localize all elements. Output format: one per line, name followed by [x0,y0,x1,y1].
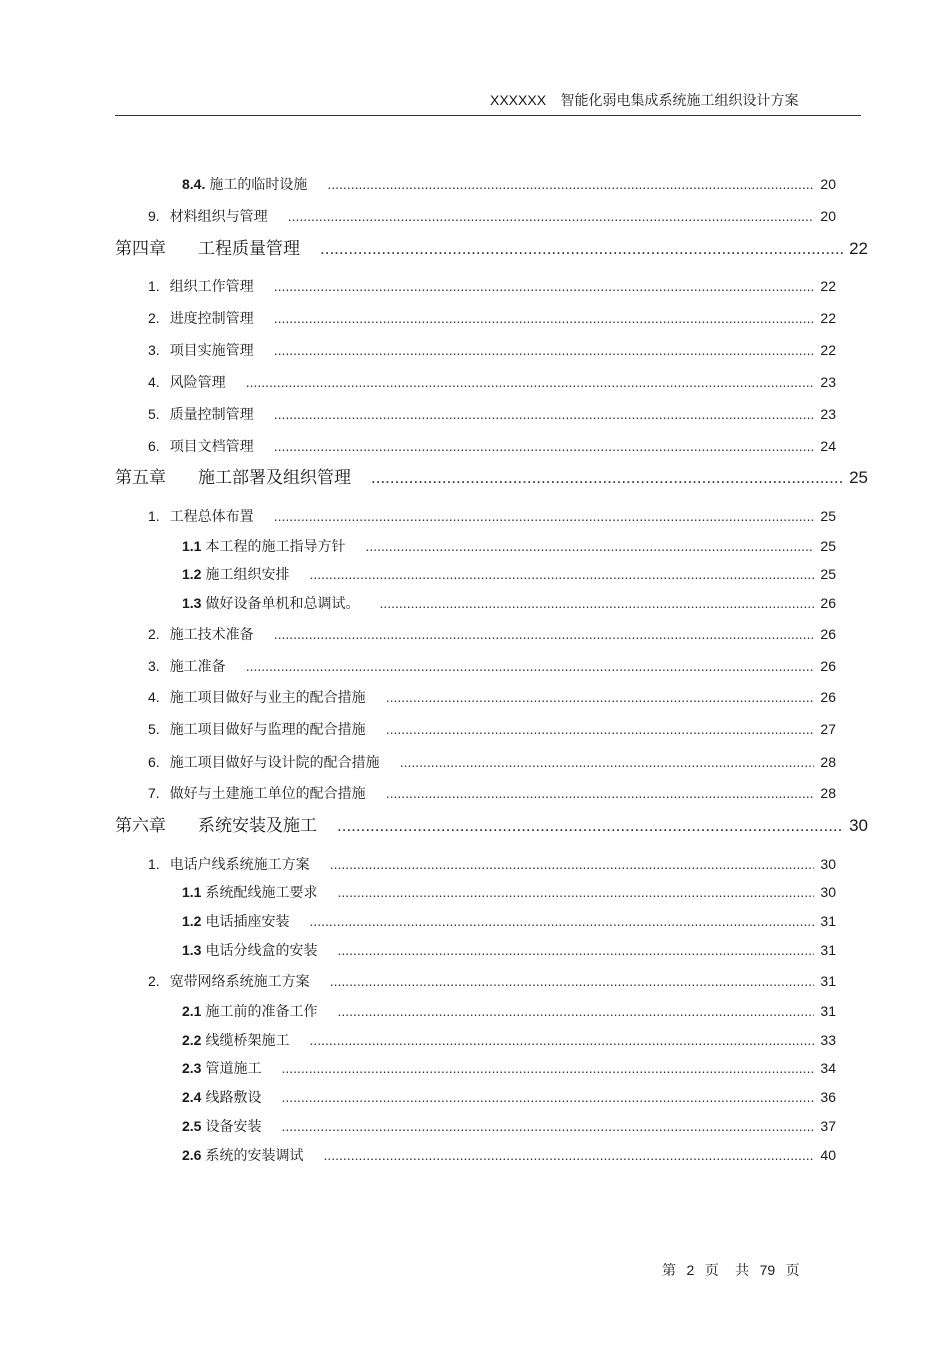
toc-leader-dots [274,278,815,294]
toc-leader-dots [323,1147,814,1163]
toc-entry-number: 第五章 [115,468,166,488]
toc-entry-number: 7. [148,785,160,801]
toc-entry-title: 做好与土建施工单位的配合措施 [169,786,366,802]
toc-entry-title: 施工部署及组织管理 [198,468,351,488]
toc-entry[interactable] [148,340,836,360]
toc-entry-title: 电话分线盒的安装 [205,943,318,959]
toc-entry-number: 3. [148,342,160,358]
toc-entry-title: 项目实施管理 [169,343,254,359]
toc-entry[interactable] [182,593,836,613]
toc-leader-dots [337,884,814,900]
toc-entry-number: 2.2 [182,1032,202,1048]
toc-entry[interactable] [148,206,836,226]
toc-entry[interactable] [182,174,836,194]
toc-entry-page: 30 [849,816,868,835]
toc-entry-page: 36 [820,1089,836,1105]
toc-entry-title: 做好设备单机和总调试。 [205,596,360,612]
toc-entry[interactable] [148,308,836,328]
toc-entry-number: 1.1 [182,884,202,900]
toc-leader-dots [400,754,815,770]
toc-entry-title: 材料组织与管理 [169,209,268,225]
toc-leader-dots [246,658,815,674]
document-title: 智能化弱电集成系统施工组织设计方案 [560,93,799,109]
toc-entry[interactable] [182,1001,836,1021]
toc-entry-number: 2. [148,973,160,989]
toc-entry[interactable] [148,854,836,874]
toc-entry-title: 系统安装及施工 [198,816,317,836]
toc-leader-dots [371,468,843,488]
footer-prefix: 第 [662,1263,676,1279]
toc-entry-title: 线缆桥架施工 [205,1033,290,1049]
toc-entry[interactable] [148,624,836,644]
toc-entry-title: 施工技术准备 [169,627,254,643]
toc-leader-dots [379,595,814,611]
toc-leader-dots [365,538,814,554]
toc-leader-dots [281,1118,814,1134]
toc-leader-dots [320,239,843,259]
toc-entry-page: 24 [820,438,836,454]
toc-entry-page: 31 [820,973,836,989]
toc-entry-page: 28 [820,785,836,801]
toc-entry-page: 23 [820,406,836,422]
toc-entry-title: 本工程的施工指导方针 [205,539,346,555]
toc-leader-dots [330,856,815,872]
toc-entry-number: 2. [148,310,160,326]
toc-leader-dots [309,566,814,582]
toc-entry-number: 第四章 [115,239,166,259]
toc-entry[interactable] [148,436,836,456]
toc-entry[interactable] [182,536,836,556]
toc-entry-page: 25 [820,538,836,554]
toc-entry-page: 26 [820,689,836,705]
toc-entry-number: 2.6 [182,1147,202,1163]
footer-page-number: 2 [686,1262,695,1278]
toc-leader-dots [337,942,814,958]
toc-entry-title: 施工的临时设施 [209,177,308,193]
footer-total-pages: 79 [759,1262,776,1278]
toc-leader-dots [281,1089,814,1105]
toc-entry-number: 6. [148,754,160,770]
toc-entry-title: 电话户线系统施工方案 [169,857,310,873]
toc-entry-number: 1.1 [182,538,202,554]
toc-entry-title: 进度控制管理 [169,311,254,327]
toc-entry-number: 5. [148,406,160,422]
header-divider [115,115,861,116]
toc-leader-dots [274,310,815,326]
toc-entry-title: 施工项目做好与设计院的配合措施 [169,755,380,771]
toc-entry-page: 33 [820,1032,836,1048]
toc-entry-title: 设备安装 [205,1119,262,1135]
toc-entry[interactable] [182,1030,836,1050]
toc-entry-title: 工程总体布置 [169,509,254,525]
toc-leader-dots [274,406,815,422]
toc-entry-page: 22 [820,310,836,326]
toc-leader-dots [386,721,815,737]
toc-entry[interactable] [148,687,836,707]
toc-entry[interactable] [148,752,836,772]
page-header [490,90,798,110]
toc-entry-number: 1. [148,508,160,524]
toc-entry-page: 23 [820,374,836,390]
toc-chapter-entry[interactable] [115,234,868,259]
toc-entry[interactable] [182,1145,836,1165]
toc-entry-page: 31 [820,942,836,958]
toc-entry[interactable] [182,564,836,584]
toc-entry[interactable] [148,971,836,991]
toc-entry-title: 工程质量管理 [198,239,300,259]
toc-entry-page: 22 [820,278,836,294]
toc-entry-title: 系统配线施工要求 [205,885,318,901]
toc-leader-dots [274,626,815,642]
toc-entry[interactable] [182,882,836,902]
page-footer [662,1260,806,1280]
toc-entry-number: 1. [148,856,160,872]
toc-entry-title: 管道施工 [205,1061,262,1077]
toc-leader-dots [330,973,815,989]
toc-entry-page: 25 [820,508,836,524]
toc-entry-number: 8.4. [182,176,206,192]
toc-leader-dots [337,1003,814,1019]
toc-entry-number: 2.4 [182,1089,202,1105]
toc-entry[interactable] [148,506,836,526]
toc-entry-number: 1.2 [182,566,202,582]
toc-entry-number: 9. [148,208,160,224]
toc-entry-number: 5. [148,721,160,737]
toc-leader-dots [386,785,815,801]
toc-entry-number: 1.3 [182,942,202,958]
toc-entry-page: 30 [820,856,836,872]
toc-entry-page: 20 [820,208,836,224]
toc-entry-title: 质量控制管理 [169,407,254,423]
toc-chapter-entry[interactable] [115,463,868,488]
toc-entry-title: 线路敷设 [205,1090,262,1106]
document-code: XXXXXX [490,92,547,108]
toc-entry[interactable] [182,1087,836,1107]
toc-entry-page: 37 [820,1118,836,1134]
toc-entry-page: 28 [820,754,836,770]
toc-entry-title: 项目文档管理 [169,439,254,455]
toc-entry-title: 施工项目做好与监理的配合措施 [169,722,366,738]
footer-unit: 页 [704,1263,719,1279]
toc-entry-title: 电话插座安装 [205,914,290,930]
toc-entry-page: 22 [849,239,868,258]
toc-entry-page: 40 [820,1147,836,1163]
toc-entry[interactable] [182,940,836,960]
toc-entry-page: 34 [820,1060,836,1076]
toc-entry[interactable] [182,911,836,931]
toc-leader-dots [386,689,815,705]
toc-entry[interactable] [148,656,836,676]
toc-entry[interactable] [148,783,836,803]
toc-entry-number: 3. [148,658,160,674]
toc-entry-number: 1. [148,278,160,294]
toc-entry-number: 4. [148,374,160,390]
toc-entry-title: 风险管理 [169,375,226,391]
toc-leader-dots [288,208,815,224]
toc-leader-dots [246,374,815,390]
toc-leader-dots [309,913,814,929]
toc-entry-number: 1.3 [182,595,202,611]
toc-entry-page: 26 [820,626,836,642]
toc-entry-page: 31 [820,1003,836,1019]
toc-entry-page: 25 [820,566,836,582]
toc-entry-page: 25 [849,468,868,487]
toc-leader-dots [274,438,815,454]
toc-entry-title: 宽带网络系统施工方案 [169,974,310,990]
toc-entry[interactable] [148,276,836,296]
toc-entry-title: 施工前的准备工作 [205,1004,318,1020]
toc-leader-dots [309,1032,814,1048]
toc-entry-number: 4. [148,689,160,705]
toc-leader-dots [274,508,815,524]
toc-entry-page: 30 [820,884,836,900]
toc-entry[interactable] [182,1058,836,1078]
toc-entry-number: 1.2 [182,913,202,929]
toc-entry-page: 26 [820,595,836,611]
footer-unit-2: 页 [785,1263,800,1279]
toc-leader-dots [274,342,815,358]
toc-entry-title: 系统的安装调试 [205,1148,304,1164]
toc-entry-number: 2.5 [182,1118,202,1134]
toc-entry-number: 6. [148,438,160,454]
toc-entry-title: 施工组织安排 [205,567,290,583]
toc-entry-number: 2.1 [182,1003,202,1019]
toc-entry-number: 第六章 [115,816,166,836]
toc-entry-title: 组织工作管理 [169,279,254,295]
toc-entry-page: 20 [820,176,836,192]
toc-entry-number: 2.3 [182,1060,202,1076]
toc-entry-page: 27 [820,721,836,737]
toc-entry-page: 22 [820,342,836,358]
toc-entry[interactable] [182,1116,836,1136]
toc-leader-dots [281,1060,814,1076]
toc-entry-page: 31 [820,913,836,929]
toc-entry[interactable] [148,372,836,392]
toc-entry[interactable] [148,404,836,424]
toc-leader-dots [327,176,814,192]
toc-leader-dots [337,816,843,836]
toc-entry-title: 施工项目做好与业主的配合措施 [169,690,366,706]
toc-entry[interactable] [148,719,836,739]
toc-entry-number: 2. [148,626,160,642]
toc-entry-page: 26 [820,658,836,674]
toc-chapter-entry[interactable] [115,811,868,836]
toc-entry-title: 施工准备 [169,659,226,675]
footer-total-label: 共 [735,1263,750,1279]
